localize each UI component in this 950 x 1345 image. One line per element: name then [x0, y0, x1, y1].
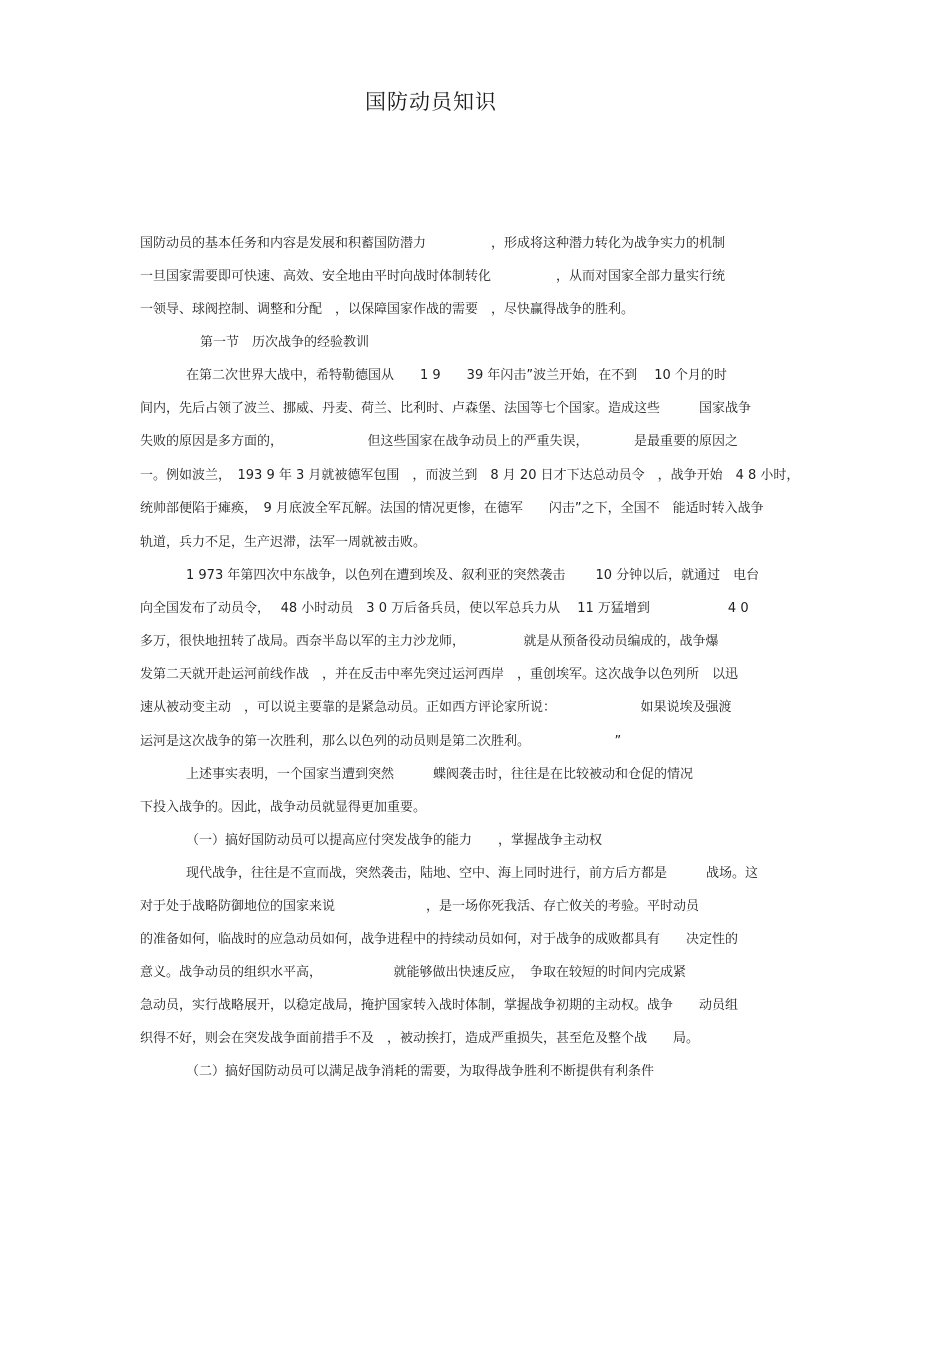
paragraph-line: 发第二天就开赴运河前线作战 ，并在反击中率先突过运河西岸 ，重创埃军。这次战争以色列所 以迅	[140, 667, 739, 682]
paragraph-line: 国防动员的基本任务和内容是发展和积蓄国防潜力 ，形成将这种潜力转化为战争实力的机制	[140, 236, 726, 251]
paragraph-line: 统帅部便陷于瘫痪， 9 月底波全军瓦解。法国的情况更惨，在德军 闪击”之下，全国不 能适时转入战争	[140, 501, 764, 516]
section-heading: 第一节 历次战争的经验教训	[200, 335, 370, 350]
paragraph-line: 现代战争，往往是不宣而战，突然袭击，陆地、空中、海上同时进行，前方后方都是 战场。这	[186, 866, 759, 881]
paragraph-line: 一。例如波兰， 193 9 年 3 月就被德军包围 ，而波兰到 8 月 20 日才下达总动员令 ，战争开始 4 8 小时，	[140, 468, 800, 483]
paragraph-line: 运河是这次战争的第一次胜利，那么以色列的动员则是第二次胜利。 ”	[140, 734, 622, 749]
paragraph-line: 意义。战争动员的组织水平高， 就能够做出快速反应， 争取在较短的时间内完成紧	[140, 965, 687, 980]
paragraph-line: 速从被动变主动 ，可以说主要靠的是紧急动员。正如西方评论家所说： 如果说埃及强渡	[140, 700, 732, 715]
paragraph-line: 对于处于战略防御地位的国家来说 ，是一场你死我活、存亡攸关的考验。平时动员	[140, 899, 700, 914]
paragraph-line: 间内，先后占领了波兰、挪威、丹麦、荷兰、比利时、卢森堡、法国等七个国家。造成这些 国家战争	[140, 401, 752, 416]
paragraph-line: 1 973 年第四次中东战争，以色列在遭到埃及、叙利亚的突然袭击 10 分钟以后，就通过 电台	[186, 568, 760, 583]
subsection-heading: （二）搞好国防动员可以满足战争消耗的需要，为取得战争胜利不断提供有利条件	[186, 1064, 655, 1079]
subsection-heading: （一）搞好国防动员可以提高应付突发战争的能力 ，掌握战争主动权	[186, 833, 603, 848]
paragraph-line: 多万，很快地扭转了战局。西奈半岛以军的主力沙龙师， 就是从预备役动员编成的，战争爆	[140, 634, 719, 649]
paragraph-line: 上述事实表明，一个国家当遭到突然 蝶阀袭击时，往往是在比较被动和仓促的情况	[186, 767, 694, 782]
paragraph-line: 向全国发布了动员令， 48 小时动员 3 0 万后备兵员，使以军总兵力从 11 万猛增到 4 0	[140, 601, 749, 616]
paragraph-line: 一领导、球阀控制、调整和分配 ，以保障国家作战的需要 ，尽快赢得战争的胜利。	[140, 302, 635, 317]
paragraph-line: 织得不好，则会在突发战争面前措手不及 ，被动挨打，造成严重损失，甚至危及整个战 局。	[140, 1031, 700, 1046]
paragraph-line: 失败的原因是多方面的， 但这些国家在战争动员上的严重失误， 是最重要的原因之	[140, 434, 739, 449]
document-title: 国防动员知识	[365, 90, 497, 114]
paragraph-line: 轨道，兵力不足，生产迟滞，法军一周就被击败。	[140, 535, 427, 550]
paragraph-line: 一旦国家需要即可快速、高效、安全地由平时向战时体制转化 ，从而对国家全部力量实行统	[140, 269, 726, 284]
paragraph-line: 在第二次世界大战中，希特勒德国从 1 9 39 年闪击”波兰开始，在不到 10 个月的时	[186, 368, 727, 383]
paragraph-line: 下投入战争的。因此，战争动员就显得更加重要。	[140, 800, 427, 815]
paragraph-line: 的准备如何，临战时的应急动员如何，战争进程中的持续动员如何，对于战争的成败都具有 决定性的	[140, 932, 739, 947]
paragraph-line: 急动员，实行战略展开，以稳定战局，掩护国家转入战时体制，掌握战争初期的主动权。战争 动员组	[140, 998, 739, 1013]
